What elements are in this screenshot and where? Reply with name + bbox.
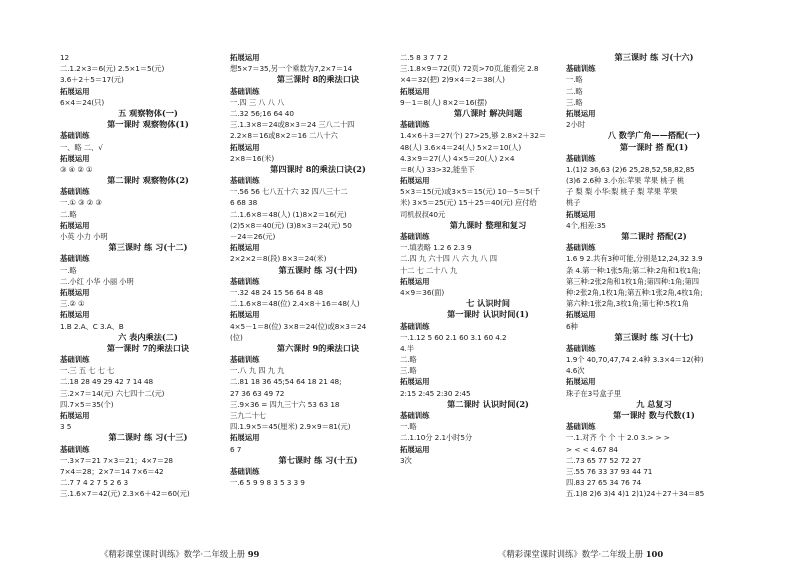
subsection-label: 拓展运用 xyxy=(60,220,90,230)
answer-line: 一.1.对齐 个 个 十 2.0 3.> > > xyxy=(566,433,670,443)
section-heading: 第二课时 搭配(2) xyxy=(621,231,687,241)
footer-title: 《精彩课堂课时训练》数学·二年级上册 xyxy=(100,549,246,559)
answer-line: 四.7×5＝35(个) xyxy=(60,399,114,409)
subsection-label: 基础训练 xyxy=(230,176,260,186)
answer-line: 6 68 38 xyxy=(230,198,258,208)
answer-line: 二.1.6×8＝48(人) (1)8×2＝16(元) xyxy=(230,209,347,219)
section-heading: 八 数学广角——搭配(一) xyxy=(607,130,701,141)
answer-line: (位) xyxy=(230,332,243,342)
answer-line: 4个,相差:35 xyxy=(566,220,606,230)
answer-line: 三.9×36 = 四九三十六 53 63 18 xyxy=(230,399,340,409)
answer-line: 二.小红 小华 小丽 小明 xyxy=(60,276,134,286)
subsection-label: 拓展运用 xyxy=(566,108,596,118)
subsection-label: 拓展运用 xyxy=(230,142,260,152)
answer-line: 一.56 56 七八五十六 32 四八三十二 xyxy=(230,187,348,197)
answer-line: 7×4＝28；2×7＝14 7×6＝42 xyxy=(60,466,164,476)
subsection-label: 基础训练 xyxy=(60,355,90,365)
answer-line: 5×3＝15(元)或3×5＝15(元) 10－5＝5(千 xyxy=(400,187,541,197)
answer-line: 一.四 三 八 八 八 xyxy=(230,97,285,107)
answer-line: ＝8(人) 33>32,能坐下 xyxy=(400,164,475,174)
answer-line: 6 7 xyxy=(230,444,242,454)
section-heading: 五 观察物体(一) xyxy=(118,107,178,118)
answer-line: －24＝26(元) xyxy=(230,232,276,241)
answer-line: 1.9个 40,70,47,74 2.4种 3.3×4＝12(种) xyxy=(566,355,704,365)
subsection-label: 拓展运用 xyxy=(566,377,596,387)
subsection-label: 基础训练 xyxy=(566,243,596,253)
subsection-label: 基础训练 xyxy=(400,411,430,420)
answer-column-2 xyxy=(230,52,406,488)
page-number: 100 xyxy=(645,549,664,559)
section-heading: 第一课时 观察物体(1) xyxy=(107,119,189,130)
answer-line: ×4＝32(把) 2)9×4＝2＝38(人) xyxy=(400,75,505,85)
subsection-label: 基础训练 xyxy=(60,187,90,197)
answer-line: 三.1.3×8＝24或8×3＝24 三八二十四 xyxy=(230,120,355,130)
section-heading: 第六课时 9的乘法口诀 xyxy=(276,342,360,353)
answer-line: 二.7 7 4 2 7 5 2 6 3 xyxy=(60,478,129,488)
answer-line: 2×8＝16(米) xyxy=(230,153,275,163)
answer-line: 三.2×7＝14(元) 六七四十二(元) xyxy=(60,388,165,398)
subsection-label: 拓展运用 xyxy=(566,209,596,219)
answer-column-4 xyxy=(566,52,742,500)
section-heading: 第三课时 练 习(十二) xyxy=(108,242,188,253)
answer-line: 2×2×2＝8(段) 8×3＝24(米) xyxy=(230,254,327,264)
answer-line: 三九二十七 xyxy=(230,411,266,420)
answer-line: 二.1.6×8＝48(位) 2.4×8＋16＝48(人) xyxy=(230,299,360,309)
answer-line: 一.1.12 5 60 2.1 60 3.1 60 4.2 xyxy=(400,332,507,342)
subsection-label: 基础训练 xyxy=(60,254,90,264)
subsection-label: 拓展运用 xyxy=(566,310,596,320)
answer-line: 4.3×9＝27(人) 4×5＝20(人) 2×4 xyxy=(400,153,515,163)
answer-line: 三.55 76 33 37 93 44 71 xyxy=(566,466,653,476)
subsection-label: 拓展运用 xyxy=(230,310,260,320)
subsection-label: 拓展运用 xyxy=(230,243,260,253)
footer-title: 《精彩课堂课时训练》数学·二年级上册 xyxy=(498,549,644,559)
answer-line: 司机叔叔40元 xyxy=(400,209,446,219)
answer-line: > < < 4.67 84 xyxy=(566,444,618,454)
answer-line: 条 4.第一种:1张5角;第二种:2角和1枚1角; xyxy=(566,265,701,275)
answer-column-1 xyxy=(60,52,236,500)
answer-line: 三.1.8×9＝72(页) 72页>70页,能看完 2.8 xyxy=(400,64,539,74)
answer-line: 二.81 18 36 45;54 64 18 21 48; xyxy=(230,377,342,387)
answer-line: 四.1.9×5＝45(厘米) 2.9×9＝81(元) xyxy=(230,422,351,432)
answer-line: 小英 小力 小明 xyxy=(60,232,108,241)
answer-line: 1.6 9 2.共有3种可能,分别是12,24,32 3.9 xyxy=(566,254,703,264)
answer-line: 2.2×8＝16或8×2＝16 二八十六 xyxy=(230,131,338,141)
answer-line: 一.略 xyxy=(60,265,77,275)
answer-line: 三.1.6×7＝42(元) 2.3×6＋42＝60(元) xyxy=(60,489,190,499)
answer-line: 6×4＝24(只) xyxy=(60,97,105,107)
page-number: 99 xyxy=(247,549,260,559)
section-heading: 第一课时 7的乘法口诀 xyxy=(106,342,190,353)
answer-line: 9－1＝8(人) 8×2＝16(摆) xyxy=(400,97,488,107)
subsection-label: 基础训练 xyxy=(566,343,596,353)
answer-line: 4.半 xyxy=(400,343,414,353)
section-heading: 第三课时 8的乘法口诀 xyxy=(276,74,360,85)
subsection-label: 拓展运用 xyxy=(60,287,90,297)
footer-right xyxy=(498,548,663,560)
subsection-label: 基础训练 xyxy=(60,131,90,141)
answer-line: 子 梨 梨 小华:梨 桃子 梨 苹果 苹果 xyxy=(566,187,678,197)
subsection-label: 拓展运用 xyxy=(400,276,430,286)
section-heading: 第一课时 数与代数(1) xyxy=(613,410,695,420)
section-heading: 第二课时 认识时间(2) xyxy=(447,398,529,409)
subsection-label: 拓展运用 xyxy=(400,176,430,186)
section-heading: 第一课时 认识时间(1) xyxy=(447,309,529,320)
subsection-label: 基础训练 xyxy=(60,444,90,454)
answer-column-3 xyxy=(400,52,576,466)
section-heading: 第五课时 练 习(十四) xyxy=(278,264,358,275)
section-heading: 第八课时 解决问题 xyxy=(453,107,523,118)
subsection-label: 基础训练 xyxy=(566,153,596,163)
answer-line: 12 xyxy=(60,53,70,62)
answer-line: 三.略 xyxy=(400,366,417,376)
section-heading: 第一课时 搭 配(1) xyxy=(619,141,689,152)
subsection-label: 基础训练 xyxy=(400,232,430,241)
subsection-label: 基础训练 xyxy=(230,276,260,286)
subsection-label: 拓展运用 xyxy=(230,53,260,62)
subsection-label: 拓展运用 xyxy=(400,86,430,96)
subsection-label: 拓展运用 xyxy=(60,310,90,320)
section-heading: 第九课时 整理和复习 xyxy=(449,219,527,230)
answer-line: 3次 xyxy=(400,455,412,465)
subsection-label: 基础训练 xyxy=(230,355,260,365)
answer-line: 3 5 xyxy=(60,422,72,432)
answer-line: 一.略 xyxy=(566,75,583,85)
answer-line: (3)6 2.6种 3.小东:苹果 苹果 桃子 桃 xyxy=(566,176,685,186)
section-heading: 第七课时 练 习(十五) xyxy=(278,454,358,465)
answer-line: 桃子 xyxy=(566,198,581,208)
answer-line: 第三种:2张2角和1枚1角;第四种:1角;第四 xyxy=(566,276,699,286)
answer-line: 二.1.10分 2.1小时5分 xyxy=(400,433,473,443)
section-heading: 第三课时 练 习(十七) xyxy=(614,331,694,342)
answer-line: 二.略 xyxy=(60,209,77,219)
answer-line: 想5×7＝35,另一个乘数为7,2×7＝14 xyxy=(230,64,353,74)
subsection-label: 拓展运用 xyxy=(60,86,90,96)
answer-line: 2小时 xyxy=(566,120,585,130)
section-heading: 第四课时 8的乘法口诀(2) xyxy=(270,163,366,174)
answer-line: 二.32 56;16 64 40 xyxy=(230,108,294,118)
answer-line: 一.32 48 24 15 56 64 8 48 xyxy=(230,287,324,297)
section-heading: 九 总复习 xyxy=(636,398,672,409)
answer-line: 三.略 xyxy=(566,97,583,107)
answer-line: 一.6 5 9 9 8 3 5 3 3 9 xyxy=(230,478,305,488)
section-heading: 七 认识时间 xyxy=(466,298,510,309)
answer-line: 1.(1)2 36,63 (2)6 25,28,52,58,82,85 xyxy=(566,164,695,174)
footer-left xyxy=(100,548,259,560)
answer-line: 种:2张2角,1枚1角;第五种:1张2角,4枚1角; xyxy=(566,287,703,297)
answer-line: (2)5×8＝40(元) (3)8×3＝24(元) 50 xyxy=(230,220,352,230)
section-heading: 第二课时 观察物体(2) xyxy=(107,175,189,186)
subsection-label: 拓展运用 xyxy=(60,153,90,163)
answer-line: 一.填表略 1.2 6 2.3 9 xyxy=(400,243,472,253)
answer-line: 二.73 65 77 52 72 27 xyxy=(566,455,642,465)
answer-line: 珠子在3号盒子里 xyxy=(566,388,621,398)
answer-line: 五.1)8 2)6 3)4 4)1 2)1)24＋27＋34＝85 xyxy=(566,489,705,499)
answer-line: 二.四 九 六十四 八 六 九 八 四 xyxy=(400,254,497,264)
section-heading: 第三课时 练 习(十六) xyxy=(614,52,694,62)
subsection-label: 基础训练 xyxy=(230,86,260,96)
answer-line: 48(人) 3.6×4＝24(人) 5×2＝10(人) xyxy=(400,142,522,152)
answer-line: 一.① ③ ② ③ xyxy=(60,198,102,208)
section-heading: 六 表内乘法(二) xyxy=(118,331,178,342)
answer-line: 2:15 2:45 2:30 2:45 xyxy=(400,388,471,398)
answer-line: 米) 3×5＝25(元) 15＋25＝40(元) 应付给 xyxy=(400,198,537,208)
answer-line: 一.八 九 四 九 九 xyxy=(230,366,285,376)
answer-line: 第六种:1张2角,3枚1角;第七种:5枚1角 xyxy=(566,299,689,309)
section-heading: 第二课时 练 习(十三) xyxy=(108,432,188,443)
answer-line: 二.略 xyxy=(400,355,417,365)
answer-line: 1.4×6＋3＝27(个) 27>25,够 2.8×2＋32＝ xyxy=(400,131,546,141)
subsection-label: 拓展运用 xyxy=(400,377,430,387)
answer-line: 二.5 8 3 7 7 2 xyxy=(400,53,448,62)
answer-line: 4×9＝36(面) xyxy=(400,287,445,297)
answer-line: 十二 七 二十八 九 xyxy=(400,265,458,275)
answer-line: 一.略 xyxy=(400,422,417,432)
answer-line: 一.3×7＝21 7×3＝21；4×7＝28 xyxy=(60,455,173,465)
answer-line: 3.6＋2＋5＝17(元) xyxy=(60,75,124,85)
subsection-label: 基础训练 xyxy=(566,422,596,432)
answer-line: 4.6次 xyxy=(566,366,585,376)
answer-line: 四.83 27 65 34 76 74 xyxy=(566,478,642,488)
answer-line: 27 36 63 49 72 xyxy=(230,388,285,398)
answer-line: 二.略 xyxy=(566,86,583,96)
answer-line: 三.② ① xyxy=(60,299,85,309)
answer-line: ③ ④ ② ① xyxy=(60,164,93,174)
answer-line: 6种 xyxy=(566,321,578,331)
subsection-label: 拓展运用 xyxy=(60,411,90,420)
subsection-label: 拓展运用 xyxy=(230,433,260,443)
answer-line: 二.1.2×3＝6(元) 2.5×1＝5(元) xyxy=(60,64,165,74)
answer-line: 4×5－1＝8(位) 3×8＝24(位)或8×3＝24 xyxy=(230,321,367,331)
subsection-label: 拓展运用 xyxy=(400,444,430,454)
subsection-label: 基础训练 xyxy=(230,466,260,476)
subsection-label: 基础训练 xyxy=(566,64,596,74)
subsection-label: 基础训练 xyxy=(400,120,430,130)
answer-line: 一.三 五 七 七 七 xyxy=(60,366,115,376)
answer-line: 1.B 2.A、C 3.A、B xyxy=(60,321,124,331)
subsection-label: 基础训练 xyxy=(400,321,430,331)
answer-line: 一、略 二、√ xyxy=(60,142,103,152)
answer-line: 二.18 28 49 29 42 7 14 48 xyxy=(60,377,154,387)
